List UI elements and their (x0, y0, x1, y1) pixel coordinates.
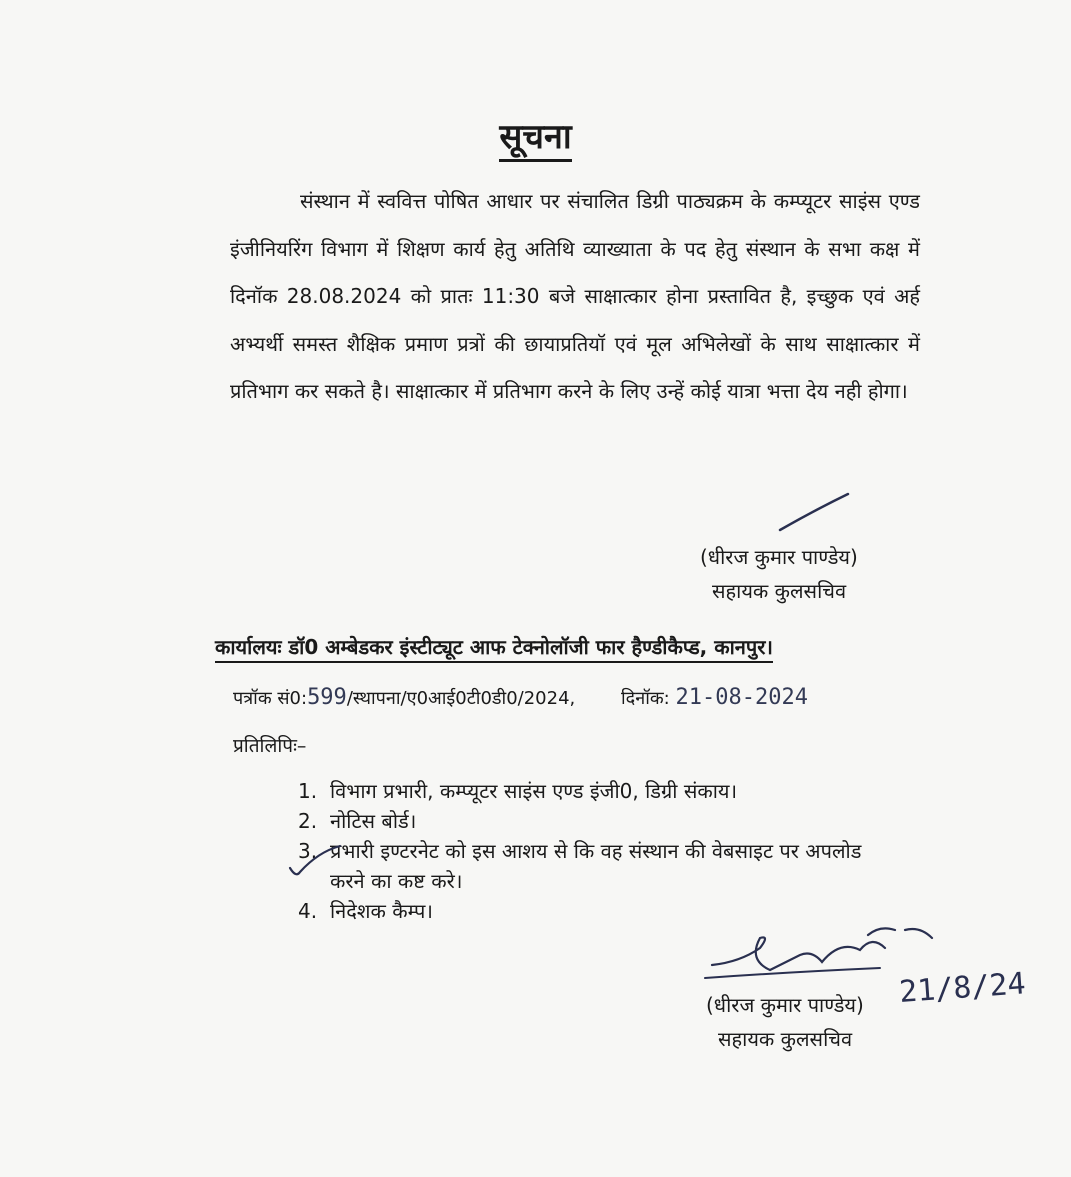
notice-title-text: सूचना (499, 117, 571, 162)
signatory-name: (धीरज कुमार पाण्डेय) (700, 545, 858, 569)
signature-stroke-1 (780, 494, 848, 530)
list-item-number: 3. (298, 839, 318, 863)
signature-strikethrough (705, 968, 880, 978)
reference-suffix: /स्थापना/ए0आई0टी0डी0/2024, (346, 688, 576, 709)
reference-prefix: पत्रॉक सं0: (233, 688, 308, 709)
reference-number: 599 (307, 685, 347, 710)
notice-body-text: संस्थान में स्ववित्त पोषित आधार पर संचालित डिग्री पाठ्यक्रम के कम्प्यूटर साइंस एण्ड इंजीनियरिंग विभाग में शिक्षण कार्य हेतु अतिथि व्याख्याता के पद हेतु संस्थान के सभा कक्ष में दिनॉक 28.08.2024 को प्रातः 11:30 बजे साक्षात्कार होना प्रस्तावित है, इच्छुक एवं अर्ह अभ्यर्थी समस्त शैक्षिक प्रमाण प्रत्रों की छायाप्रतियॉ एवं मूल अभिलेखों के साथ साक्षात्कार में प्रतिभाग कर सकते है। साक्षात्कार में प्रतिभाग करने के लिए उन्हें कोई यात्रा भत्ता देय नही होगा। (230, 189, 920, 403)
signatory-name: (धीरज कुमार पाण्डेय) (706, 993, 864, 1017)
signatory-designation: सहायक कुलसचिव (712, 579, 847, 603)
copy-label: प्रतिलिपिः– (233, 735, 307, 757)
list-item-text: नोटिस बोर्ड। (330, 809, 417, 833)
handwritten-date: 21/8/24 (898, 966, 1027, 1010)
list-item-text: प्रभारी इण्टरनेट को इस आशय से कि वह संस्थान की वेबसाइट पर अपलोड करने का कष्ट करे। (330, 839, 862, 893)
list-item-text: निदेशक कैम्प। (330, 899, 433, 923)
list-item-text: विभाग प्रभारी, कम्प्यूटर साइंस एण्ड इंजी0, डिग्री संकाय। (330, 779, 738, 803)
list-item-number: 1. (298, 779, 318, 803)
list-item-number: 2. (298, 809, 318, 833)
office-line-text: कार्यालयः डॉ0 अम्बेडकर इंस्टीट्यूट आफ टेक्नोलॉजी फार हैण्डीकैप्ड, कानपुर। (215, 635, 773, 663)
signatory-designation: सहायक कुलसचिव (718, 1027, 853, 1051)
reference-date-label: दिनॉक: (620, 688, 670, 709)
reference-date: 21-08-2024 (675, 685, 808, 710)
tick-mark (290, 846, 340, 874)
signature-stroke-2 (712, 928, 932, 970)
list-item-number: 4. (298, 899, 318, 923)
